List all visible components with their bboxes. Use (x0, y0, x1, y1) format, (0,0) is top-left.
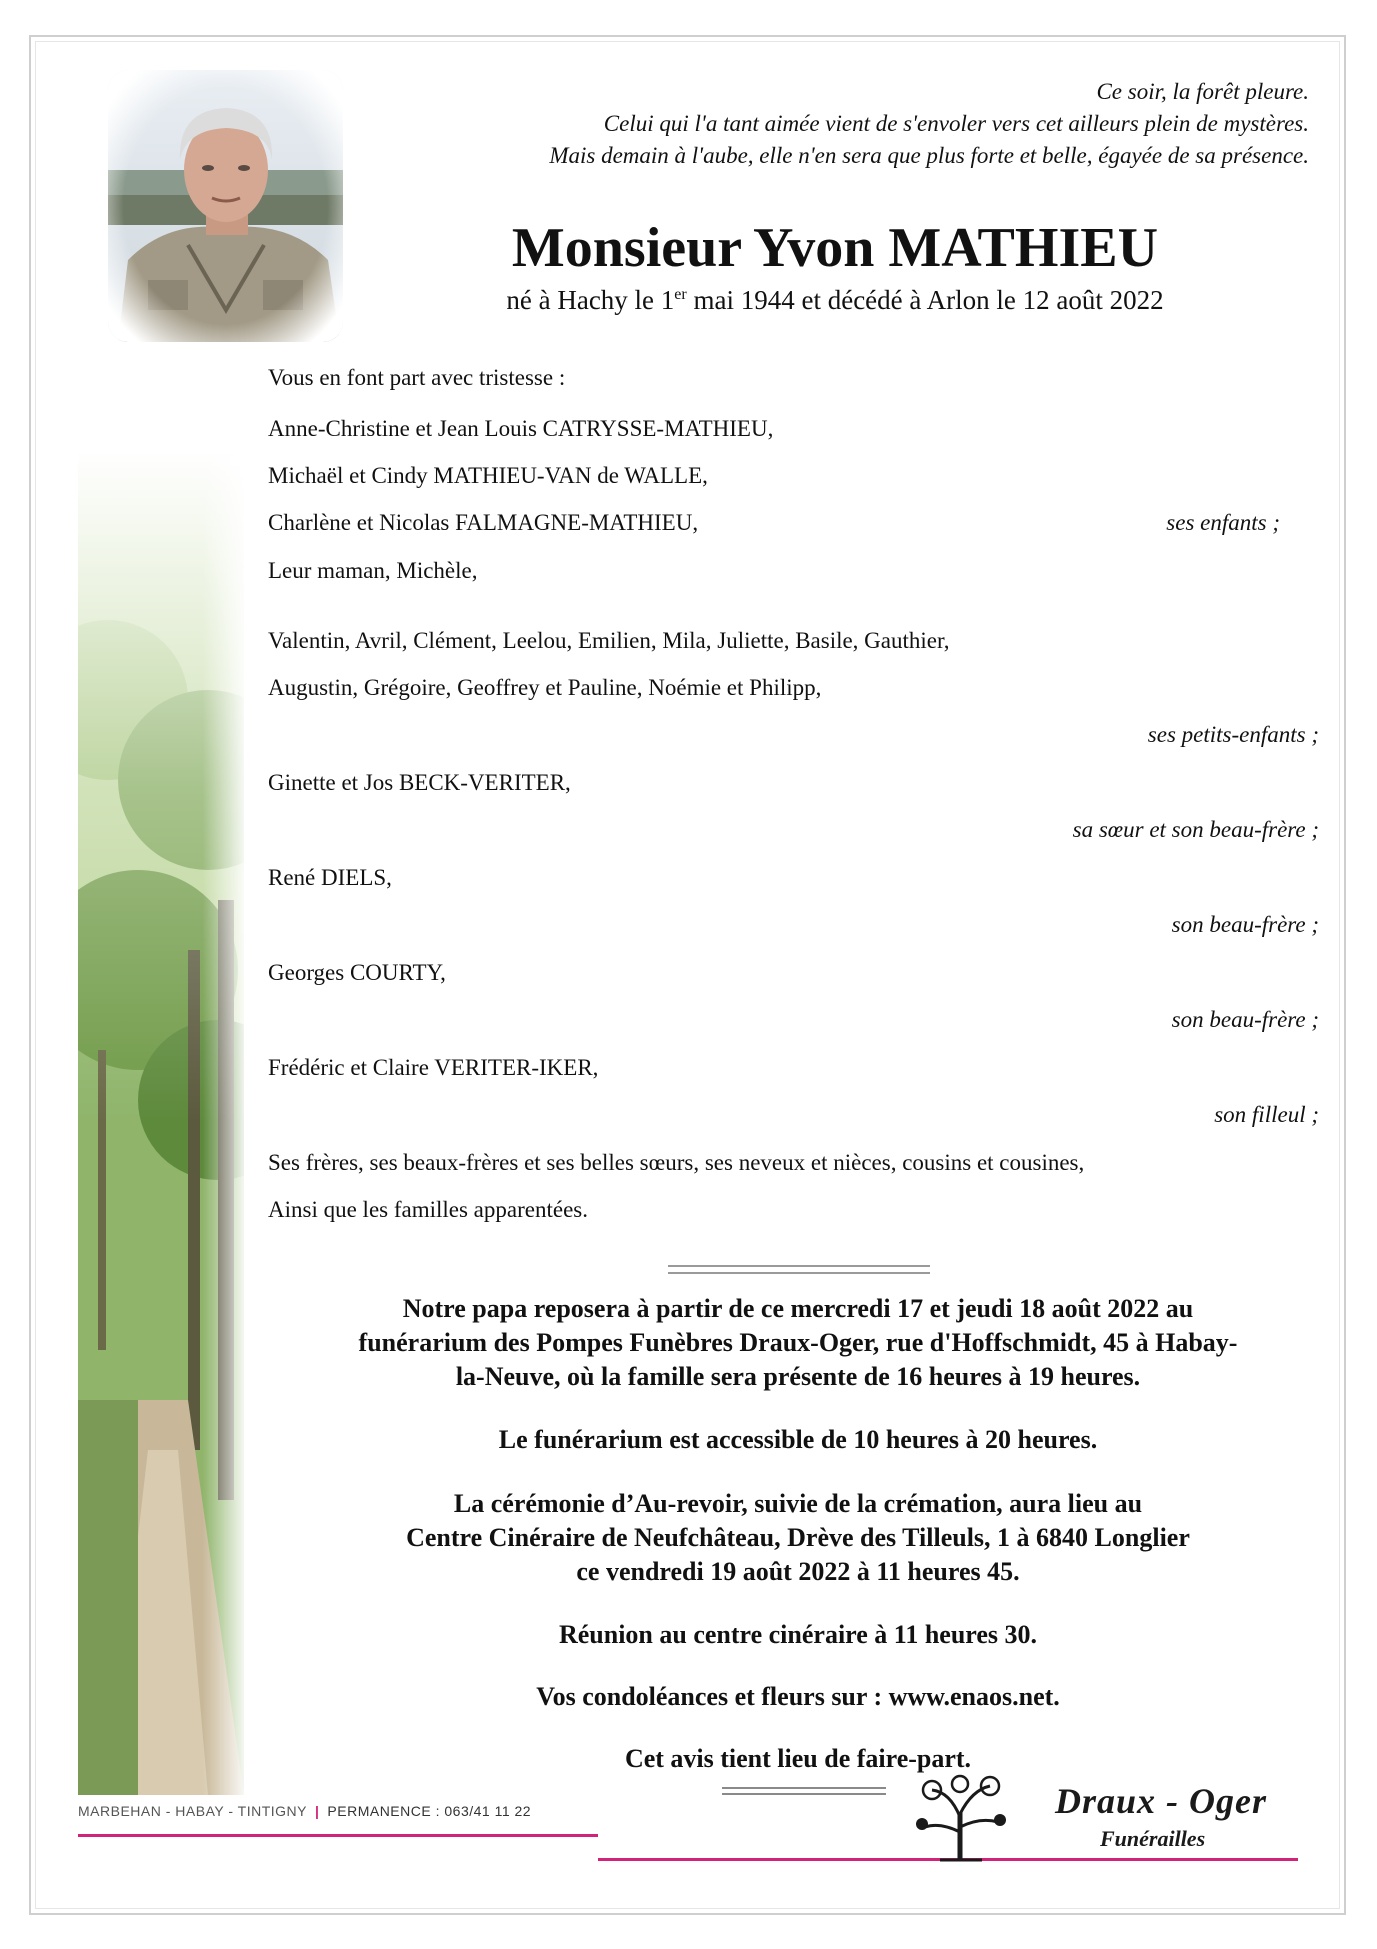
notice-faire-part (268, 1742, 1328, 1776)
notice-visitation-line-1: Notre papa reposera à partir de ce mercredi 17 et jeudi 18 août 2022 au (402, 1294, 1194, 1323)
notice-ceremony-line-3: ce vendredi 19 août 2022 à 11 heures 45. (576, 1557, 1020, 1586)
grandchildren-role: ses petits-enfants ; (1147, 722, 1319, 747)
portrait-photo (108, 70, 343, 342)
sister-role: sa sœur et son beau-frère ; (1072, 817, 1319, 842)
logo-name: Draux - Oger (1055, 1781, 1268, 1821)
footer-separator: | (314, 1803, 320, 1819)
children-role: ses enfants ; (1166, 510, 1280, 535)
brother-in-law-2: Georges COURTY, (268, 960, 446, 985)
child-line-2: Michaël et Cindy MATHIEU-VAN de WALLE, (268, 463, 708, 488)
family-intro: Vous en font part avec tristesse : (268, 365, 566, 390)
sister-line: Ginette et Jos BECK-VERITER, (268, 770, 571, 795)
quote-line-1: Ce soir, la forêt pleure. (1096, 79, 1309, 104)
child-line-1: Anne-Christine et Jean Louis CATRYSSE-MATHIEU, (268, 416, 774, 441)
notice-ceremony (268, 1487, 1328, 1589)
others-line: Ses frères, ses beaux-frères et ses belles sœurs, ses neveux et nièces, cousins et cousines, (268, 1150, 1085, 1175)
footer-contact (78, 1803, 531, 1819)
forest-path-photo (78, 450, 244, 1795)
notice-ceremony-line-1: La cérémonie d’Au-revoir, suivie de la crémation, aura lieu au (453, 1489, 1143, 1518)
grandchildren-line-2: Augustin, Grégoire, Geoffrey et Pauline, Noémie et Philipp, (268, 675, 822, 700)
footer-permanence: PERMANENCE : 063/41 11 22 (327, 1803, 532, 1819)
godson-line: Frédéric et Claire VERITER-IKER, (268, 1055, 599, 1080)
brother-in-law-1-role: son beau-frère ; (1171, 912, 1319, 937)
brother-in-law-1: René DIELS, (268, 865, 392, 890)
notice-condolences-line: Vos condoléances et fleurs sur : www.enaos.net. (536, 1682, 1060, 1711)
godson-role: son filleul ; (1214, 1102, 1319, 1127)
section-divider (668, 1265, 930, 1274)
tree-logo-icon (910, 1772, 1012, 1862)
notice-hours-line: Le funérarium est accessible de 10 heures à 20 heures. (498, 1425, 1098, 1454)
logo-subtitle: Funérailles (1100, 1826, 1206, 1851)
deceased-name: Monsieur Yvon MATHIEU (511, 217, 1159, 279)
notice-faire-part-line: Cet avis tient lieu de faire-part. (624, 1744, 972, 1773)
dates-superscript: er (674, 286, 687, 303)
footer-locations: MARBEHAN - HABAY - TINTIGNY (78, 1803, 307, 1819)
notice-meeting-line: Réunion au centre cinéraire à 11 heures 30. (558, 1620, 1038, 1649)
brother-in-law-2-role: son beau-frère ; (1171, 1007, 1319, 1032)
footer-pink-line-left (78, 1834, 598, 1837)
notice-hours (268, 1423, 1328, 1457)
child-line-3: Charlène et Nicolas FALMAGNE-MATHIEU, (268, 510, 699, 535)
notice-ceremony-line-2: Centre Cinéraire de Neufchâteau, Drève des Tilleuls, 1 à 6840 Longlier (406, 1523, 1190, 1552)
notice-visitation (268, 1292, 1328, 1394)
footer-grey-lines (722, 1787, 886, 1795)
grandchildren-line-1: Valentin, Avril, Clément, Leelou, Emilien, Mila, Juliette, Basile, Gauthier, (268, 628, 950, 653)
relatives-line: Ainsi que les familles apparentées. (268, 1197, 588, 1222)
mother-line: Leur maman, Michèle, (268, 558, 478, 583)
quote-line-2: Celui qui l'a tant aimée vient de s'envoler vers cet ailleurs plein de mystères. (603, 111, 1309, 136)
notice-meeting (268, 1618, 1328, 1652)
memorial-quote (349, 76, 1309, 172)
birth-death-dates (380, 283, 1290, 317)
dates-suffix: mai 1944 et décédé à Arlon le 12 août 2022 (686, 285, 1164, 315)
quote-line-3: Mais demain à l'aube, elle n'en sera que plus forte et belle, égayée de sa présence. (549, 143, 1309, 168)
notice-condolences (268, 1680, 1328, 1714)
dates-prefix: né à Hachy le 1 (506, 285, 675, 315)
notice-visitation-line-2: funérarium des Pompes Funèbres Draux-Oger, rue d'Hoffschmidt, 45 à Habay- (358, 1328, 1238, 1357)
notice-visitation-line-3: la-Neuve, où la famille sera présente de 16 heures à 19 heures. (455, 1362, 1141, 1391)
